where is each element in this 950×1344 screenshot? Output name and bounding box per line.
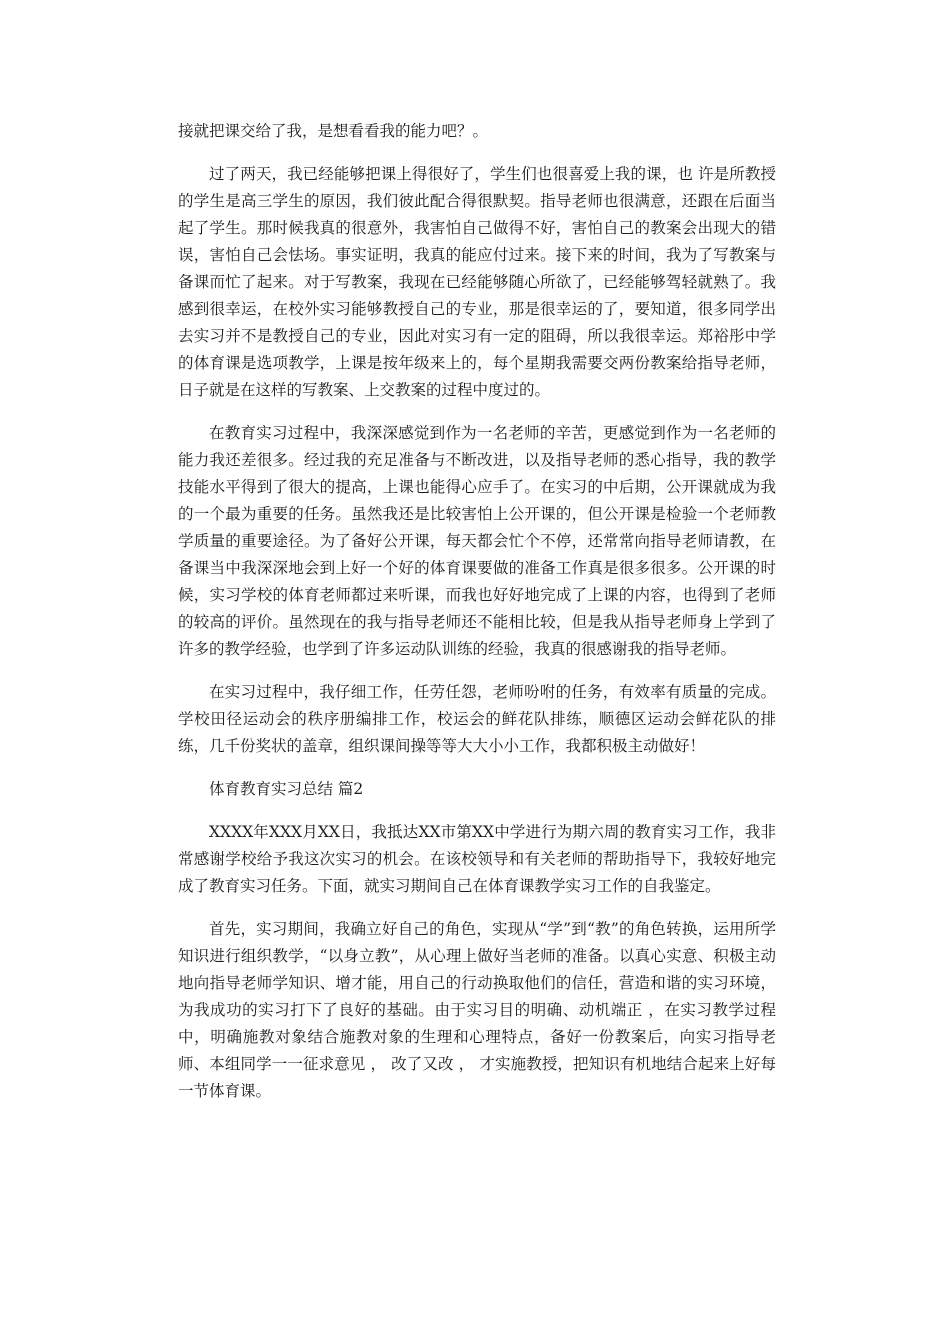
paragraph-arrival: XXXX年XXX月XX日，我抵达XX市第XX中学进行为期六周的教育实习工作，我非常感谢学校给予我这次实习的机会。在该校领导和有关老师的帮助指导下，我较好地完成了教育实习任务。下面，就实习期间自己在体育课教学实习工作的自我鉴定。 [178, 823, 776, 895]
paragraph-lesson-progress: 过了两天，我已经能够把课上得很好了，学生们也很喜爱上我的课，也 许是所教授的学生是高三学生的原因，我们彼此配合得很默契。指导老师也很满意，还跟在后面当起了学生。那时候我真的很意外，我害怕自己做得不好，害怕自己的教案会出现大的错误，害怕自己会怯场。事实证明，我真的能应付过来。接下来的时间，我为了写教案与备课而忙了起来。对于写教案，我现在已经能够随心所欲了，已经能够驾轻就熟了。我感到很幸运，在校外实习能够教授自己的专业，那是很幸运的了，要知道，很多同学出去实习并不是教授自己的专业，因此对实习有一定的阻碍，所以我很幸运。郑裕彤中学的体育课是选项教学，上课是按年级来上的，每个星期我需要交两份教案给指导老师，日子就是在这样的写教案、上交教案的过程中度过的。 [178, 165, 776, 399]
paragraph-duties: 在实习过程中，我仔细工作，任劳任怨，老师吩咐的任务，有效率有质量的完成。学校田径运动会的秩序册编排工作，校运会的鲜花队排练，顺德区运动会鲜花队的排练，几千份奖状的盖章，组织课间操等等大大小小工作，我都积极主动做好！ [178, 683, 776, 755]
section-heading: 体育教育实习总结 篇2 [209, 780, 364, 798]
document-body [178, 118, 776, 1105]
paragraph-open-class: 在教育实习过程中，我深深感觉到作为一名老师的辛苦，更感觉到作为一名老师的能力我还差很多。经过我的充足准备与不断改进，以及指导老师的悉心指导，我的教学技能水平得到了很大的提高，上课也能得心应手了。在实习的中后期，公开课就成为我的一个最为重要的任务。虽然我还是比较害怕上公开课的，但公开课是检验一个老师教学质量的重要途径。为了备好公开课，每天都会忙个不停，还常常向指导老师请教，在备课当中我深深地会到上好一个好的体育课要做的准备工作真是很多很多。公开课的时候，实习学校的体育老师都过来听课，而我也好好地完成了上课的内容，也得到了老师的较高的评价。虽然现在的我与指导老师还不能相比较，但是我从指导老师身上学到了许多的教学经验，也学到了许多运动队训练的经验，我真的很感谢我的指导老师。 [178, 424, 776, 658]
paragraph-continuation: 接就把课交给了我，是想看看我的能力吧？。 [178, 122, 489, 140]
paragraph-role-transition: 首先，实习期间，我确立好自己的角色，实现从“学”到“教”的角色转换，运用所学知识进行组织教学，“以身立教”，从心理上做好当老师的准备。以真心实意、积极主动地向指导老师学知识、增才能，用自己的行动换取他们的信任，营造和谐的实习环境，为我成功的实习打下了良好的基础。由于实习目的明确、动机端正 ，在实习教学过程中，明确施教对象结合施教对象的生理和心理特点，备好一份教案后，向实习指导老师、本组同学一一征求意见 ， 改了又改 ， 才实施教授，把知识有机地结合起来上好每一节体育课。 [178, 920, 776, 1100]
